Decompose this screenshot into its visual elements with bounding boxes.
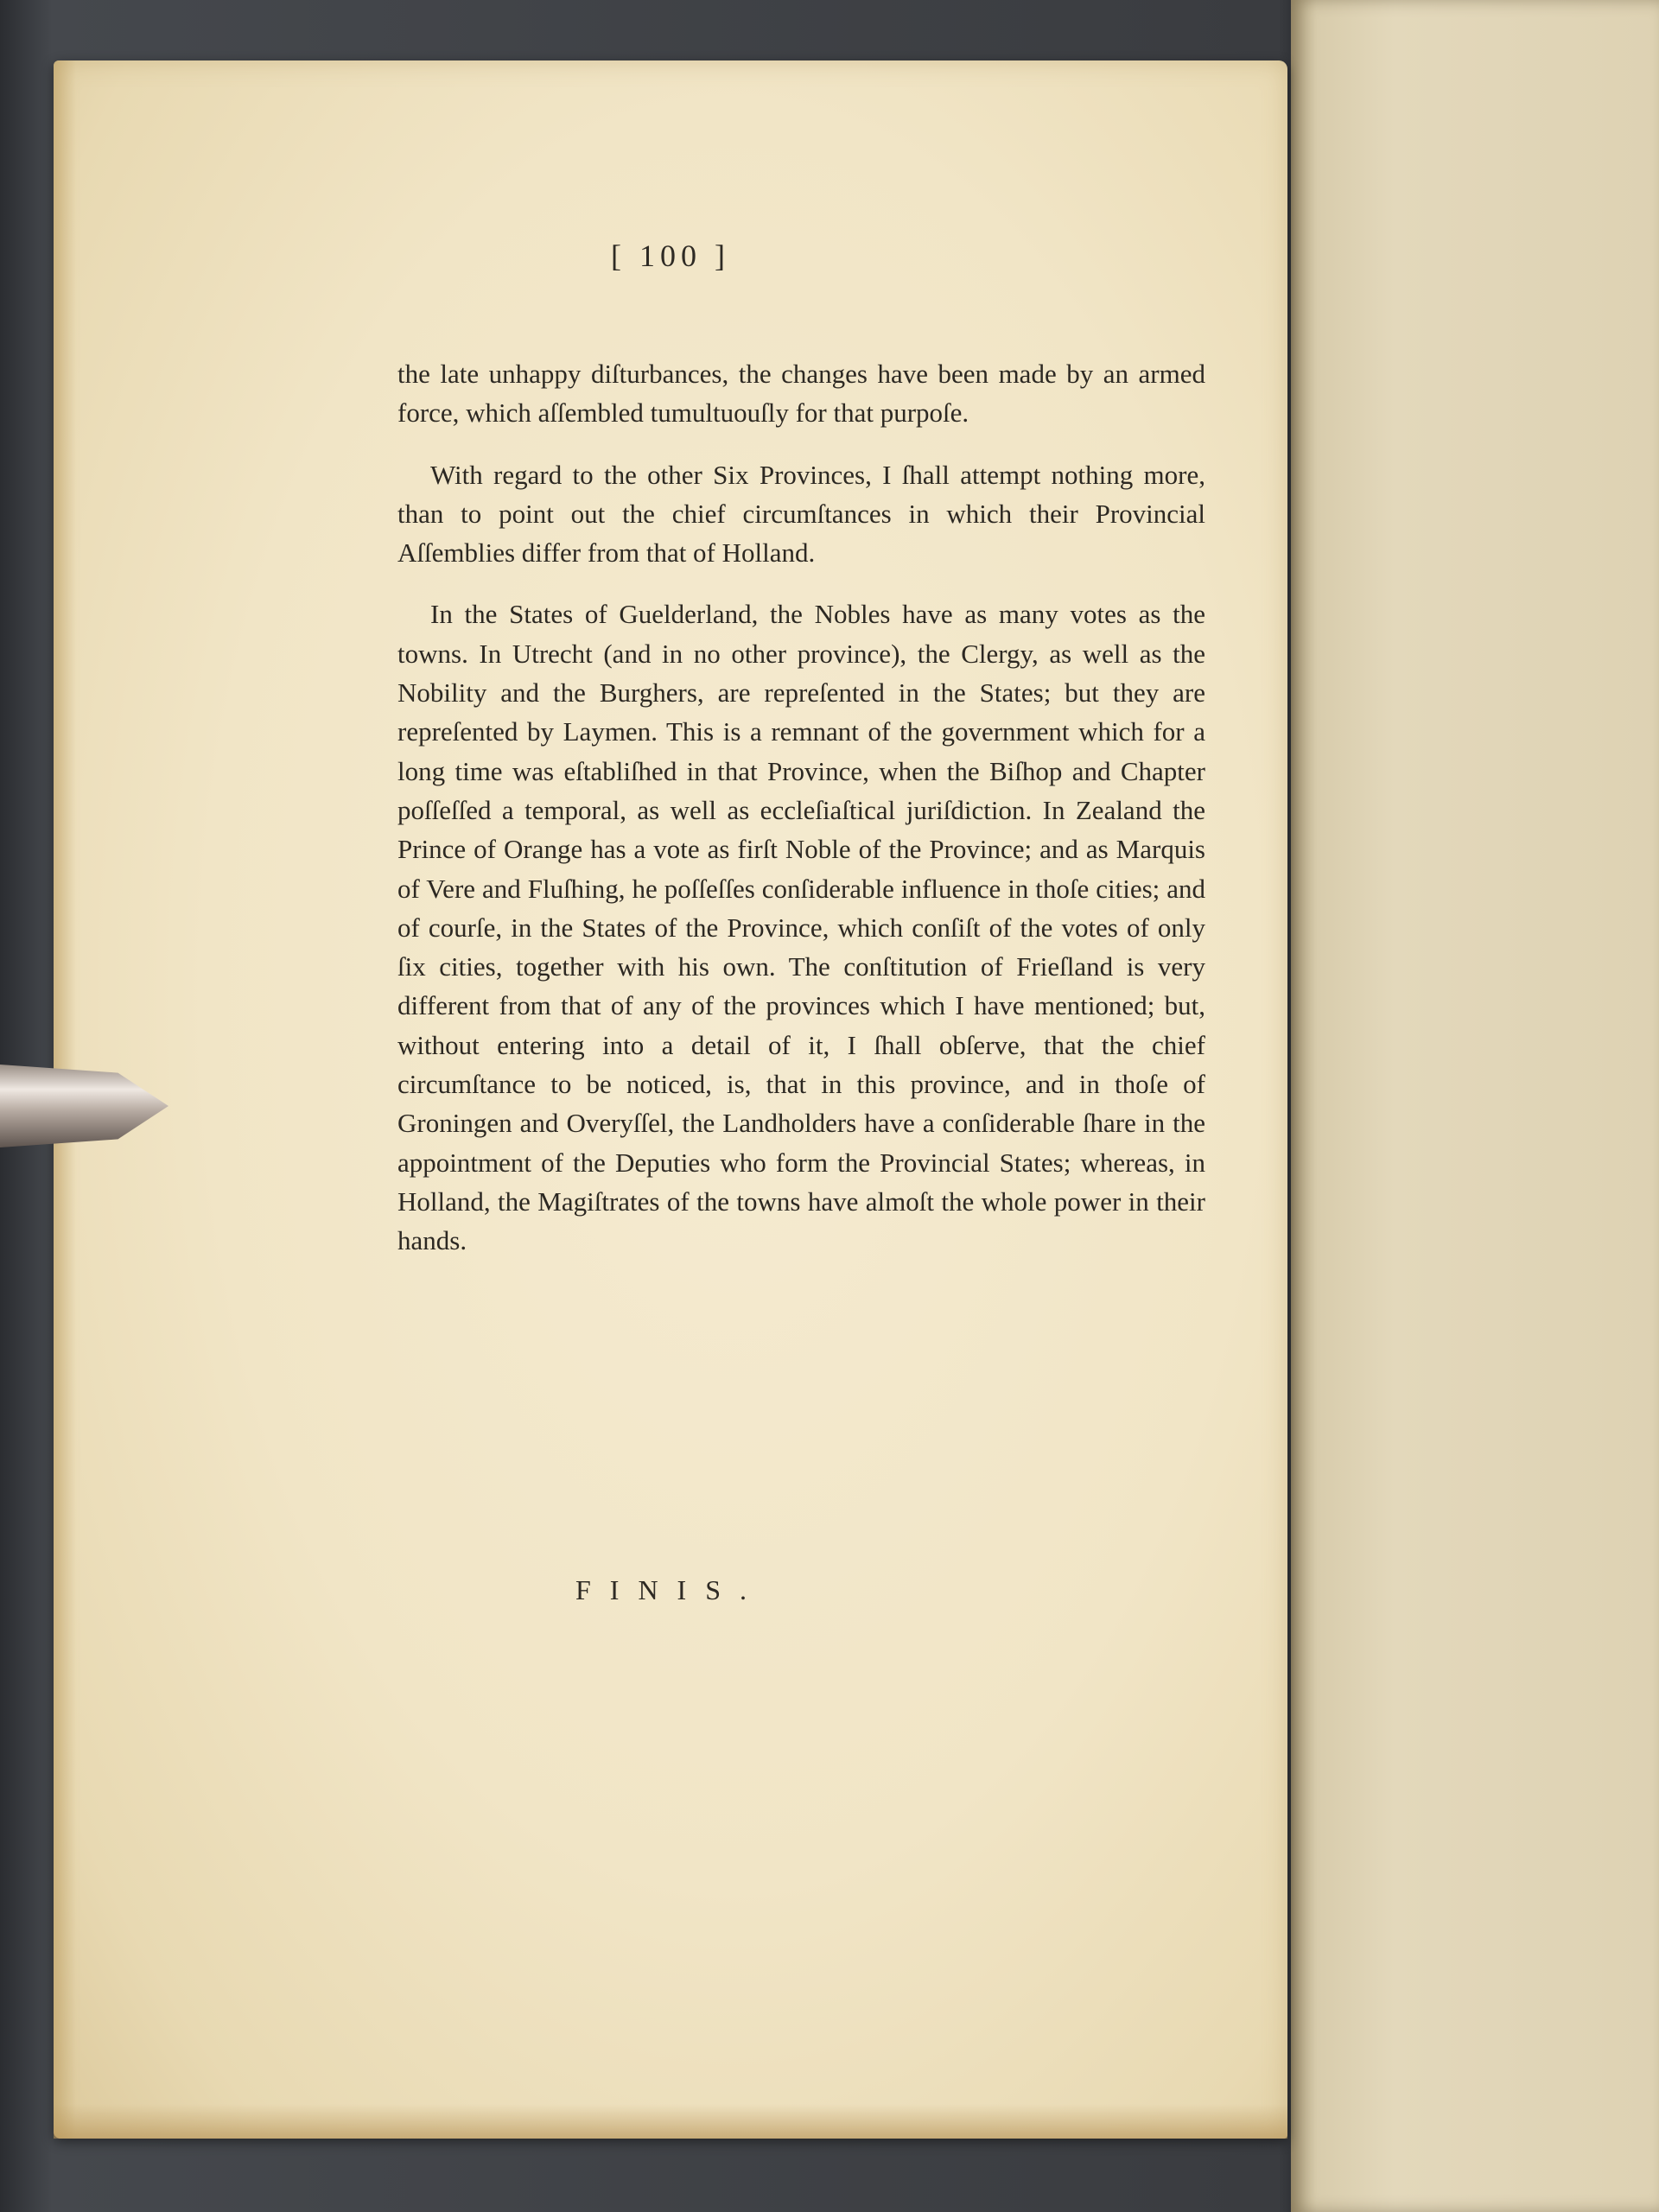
book-page xyxy=(54,60,1287,2139)
paragraph-2: With regard to the other Six Provinces, I ſhall attempt nothing more, than to point out the chief circumſtances in which their Provincial Aſſemblies differ from that of Holland. xyxy=(397,459,1205,569)
facing-page xyxy=(1291,0,1659,2212)
paragraph-3: In the States of Guelderland, the Nobles have as many votes as the towns. In Utrecht (and in no other province), the Clergy, as well as the Nobility and the Burghers, are repreſented in the States; but they are repreſented by Laymen. This is a remnant of the government which for a long time was eſtabliſhed in that Province, when the Biſhop and Chapter poſſeſſed a temporal, as well as eccleſiaſtical juriſdiction. In Zealand the Prince of Orange has a vote as firſt Noble of the Province; and as Marquis of Vere and Fluſhing, he poſſeſſes conſiderable influence in thoſe cities; and of courſe, in the States of the Province, which conſiſt of the votes of only ſix cities, together with his own. The conſtitution of Frieſland is very different from that of any of the provinces which I have mentioned; but, without entering into a detail of it, I ſhall obſerve, that the chief circumſtance to be noticed, is, that in this province, and in thoſe of Groningen and Overyſſel, the Landholders have a conſiderable ſhare in the appointment of the Deputies who form the Provincial States; whereas, in Holland, the Magiſtrates of the towns have almoſt the whole power in their hands. xyxy=(397,599,1205,1256)
page-number: [ 100 ] xyxy=(611,238,730,273)
body-text xyxy=(397,354,1205,1283)
paragraph-1: the late unhappy diſturbances, the changes have been made by an armed force, which aſſembled tumultuouſly for that purpoſe. xyxy=(397,359,1205,429)
finis-heading: FINIS. xyxy=(575,1574,766,1605)
